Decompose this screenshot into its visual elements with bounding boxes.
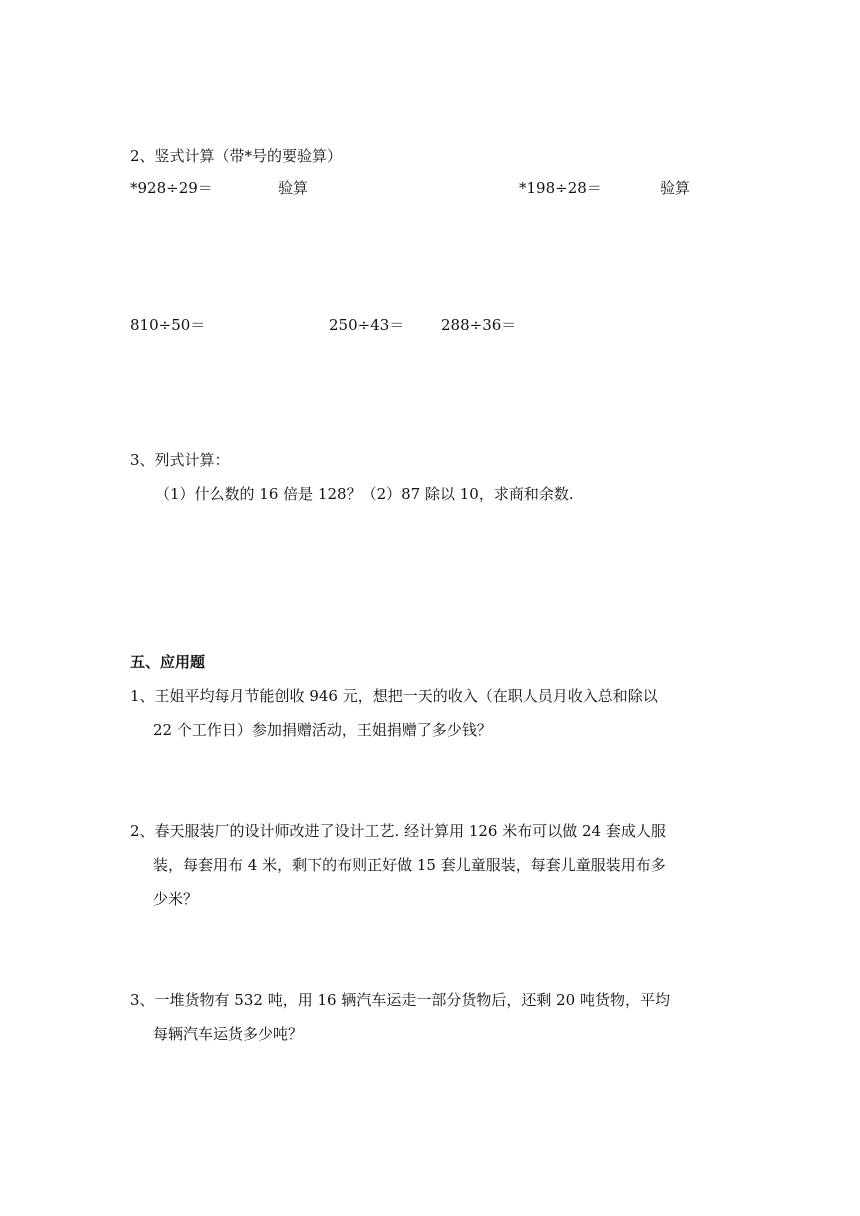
question-line: 3、一堆货物有 532 吨，用 16 辆汽车运走一部分货物后，还剩 20 吨货物，平均 xyxy=(130,991,670,1009)
problem-expression: *928÷29＝ xyxy=(130,179,213,197)
section-column-heading: 3、列式计算： xyxy=(130,451,230,469)
section-application-heading: 五、应用题 xyxy=(130,653,206,671)
question-line: 装，每套用布 4 米，剩下的布则正好做 15 套儿童服装，每套儿童服装用布多 xyxy=(153,856,666,874)
problem-expression: 250÷43＝ xyxy=(329,316,405,334)
problem-expression: *198÷28＝ xyxy=(519,179,602,197)
question-line: 少米？ xyxy=(153,890,199,908)
check-label: 验算 xyxy=(278,179,309,197)
check-label: 验算 xyxy=(660,179,691,197)
question-line: 2、春天服装厂的设计师改进了设计工艺. 经计算用 126 米布可以做 24 套成人服 xyxy=(130,822,666,840)
column-calc-line: （1）什么数的 16 倍是 128？（2）87 除以 10，求商和余数. xyxy=(155,485,574,503)
question-line: 每辆汽车运货多少吨？ xyxy=(153,1025,304,1043)
question-line: 1、王姐平均每月节能创收 946 元，想把一天的收入（在职人员月收入总和除以 xyxy=(130,687,658,705)
question-line: 22 个工作日）参加捐赠活动，王姐捐赠了多少钱？ xyxy=(153,721,492,739)
section-vertical-heading: 2、竖式计算（带*号的要验算） xyxy=(130,147,343,165)
problem-expression: 810÷50＝ xyxy=(130,316,206,334)
problem-expression: 288÷36＝ xyxy=(441,316,517,334)
